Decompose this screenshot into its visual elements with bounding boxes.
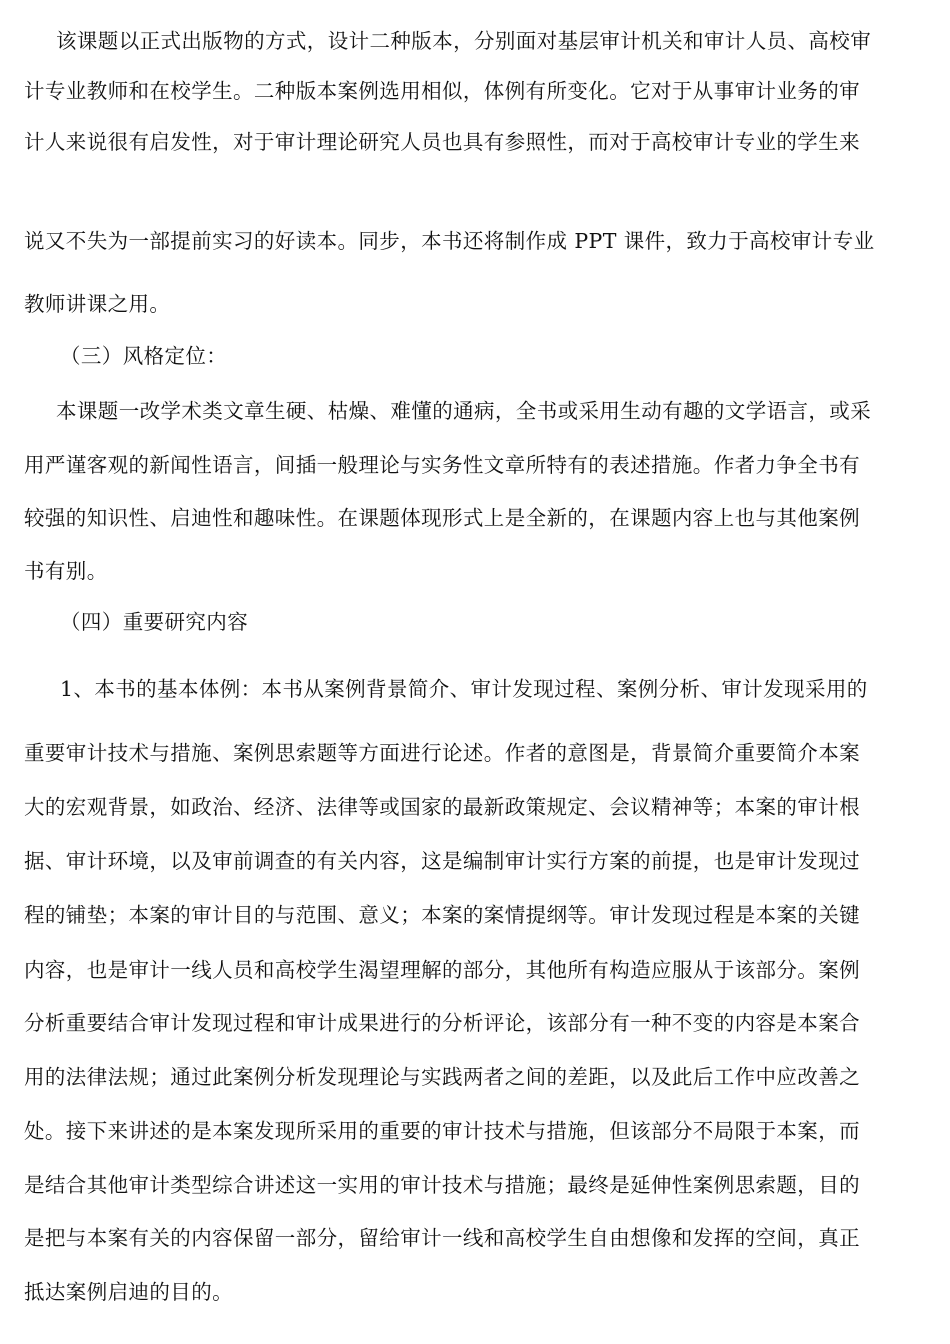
paragraph-1-line-3: 计人来说很有启发性，对于审计理论研究人员也具有参照性，而对于高校审计专业的学生来: [24, 130, 860, 154]
paragraph-3-line-7: 分析重要结合审计发现过程和审计成果进行的分析评论，该部分有一种不变的内容是本案合: [24, 1011, 860, 1035]
section-heading-style: （三）风格定位：: [60, 344, 228, 368]
paragraph-3-line-4: 据、审计环境，以及审前调查的有关内容，这是编制审计实行方案的前提，也是审计发现过: [24, 849, 860, 873]
paragraph-3-line-8: 用的法律法规；通过此案例分析发现理论与实践两者之间的差距，以及此后工作中应改善之: [24, 1065, 860, 1089]
paragraph-1-line-1: 该课题以正式出版物的方式，设计二种版本，分别面对基层审计机关和审计人员、高校审: [56, 29, 872, 53]
paragraph-3-line-1: 1、本书的基本体例：本书从案例背景简介、审计发现过程、案例分析、审计发现采用的: [60, 677, 868, 701]
paragraph-3-line-3: 大的宏观背景，如政治、经济、法律等或国家的最新政策规定、会议精神等；本案的审计根: [24, 795, 860, 819]
section-heading-content: （四）重要研究内容: [60, 610, 249, 634]
paragraph-2-line-4: 书有别。: [24, 559, 108, 583]
paragraph-3-line-2: 重要审计技术与措施、案例思索题等方面进行论述。作者的意图是，背景简介重要简介本案: [24, 741, 860, 765]
paragraph-1-line-5: 教师讲课之用。: [24, 292, 171, 316]
paragraph-3-line-5: 程的铺垫；本案的审计目的与范围、意义；本案的案情提纲等。审计发现过程是本案的关键: [24, 903, 860, 927]
paragraph-1-line-4: 说又不失为一部提前实习的好读本。同步，本书还将制作成 PPT 课件，致力于高校审计专业: [24, 229, 875, 253]
paragraph-3-line-12: 抵达案例启迪的目的。: [24, 1280, 233, 1304]
paragraph-3-line-11: 是把与本案有关的内容保留一部分，留给审计一线和高校学生自由想像和发挥的空间，真正: [24, 1226, 860, 1250]
paragraph-1-line-2: 计专业教师和在校学生。二种版本案例选用相似，体例有所变化。它对于从事审计业务的审: [24, 79, 860, 103]
paragraph-3-line-10: 是结合其他审计类型综合讲述这一实用的审计技术与措施；最终是延伸性案例思索题，目的: [24, 1173, 860, 1197]
paragraph-2-line-1: 本课题一改学术类文章生硬、枯燥、难懂的通病，全书或采用生动有趣的文学语言，或采: [56, 399, 872, 423]
paragraph-3-line-9: 处。接下来讲述的是本案发现所采用的重要的审计技术与措施，但该部分不局限于本案，而: [24, 1119, 860, 1143]
paragraph-2-line-2: 用严谨客观的新闻性语言，间插一般理论与实务性文章所特有的表述措施。作者力争全书有: [24, 453, 860, 477]
paragraph-3-line-6: 内容，也是审计一线人员和高校学生渴望理解的部分，其他所有构造应服从于该部分。案例: [24, 958, 860, 982]
paragraph-2-line-3: 较强的知识性、启迪性和趣味性。在课题体现形式上是全新的，在课题内容上也与其他案例: [24, 506, 860, 530]
